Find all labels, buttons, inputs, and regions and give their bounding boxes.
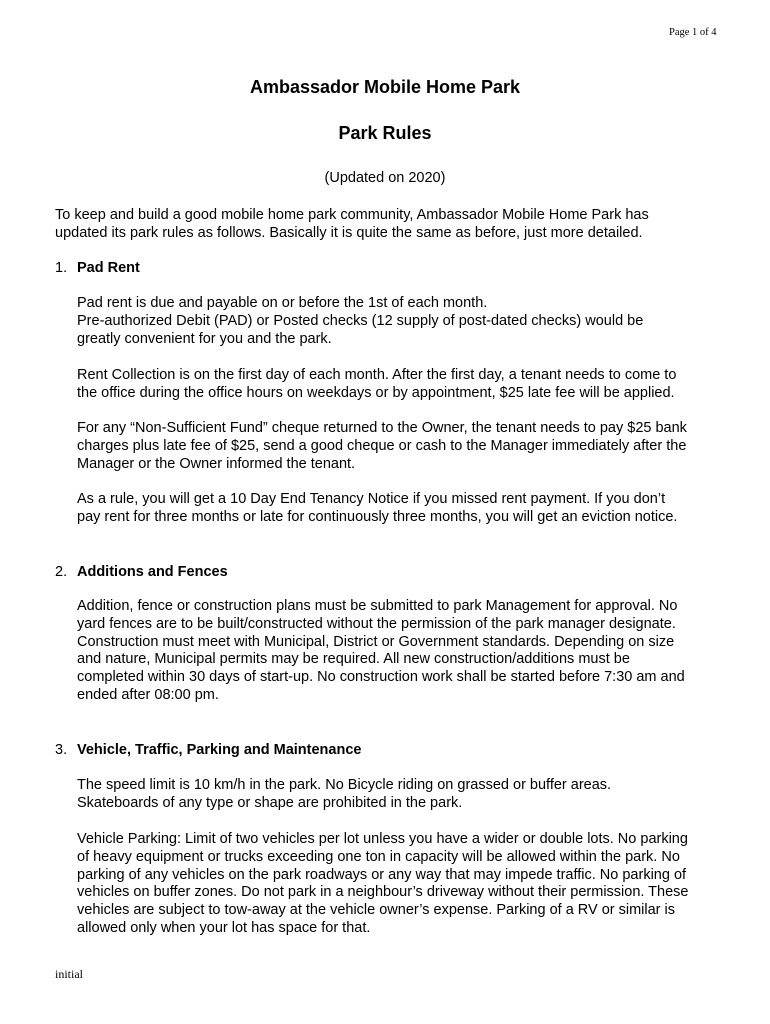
text-line: pay rent for three months or late for continuously three months, you will get an eviction notice. [77, 508, 678, 525]
updated-note: (Updated on 2020) [324, 170, 446, 186]
text-line: For any “Non-Sufficient Fund” cheque returned to the Owner, the tenant needs to pay $25 bank [77, 420, 687, 436]
intro-line: To keep and build a good mobile home park community, Ambassador Mobile Home Park has [55, 207, 649, 223]
section-title: Vehicle, Traffic, Parking and Maintenance [77, 742, 362, 758]
text-line: completed within 30 days of start-up. No construction work shall be started before 7:30 am and [77, 669, 685, 686]
text-line: of heavy equipment or trucks exceeding one ton in capacity will be allowed within the park. No [77, 848, 680, 865]
additions-paragraph [77, 598, 727, 705]
section-number: 3. [55, 742, 68, 758]
text-line: the office during the office hours on weekdays or by appointment, $25 late fee will be applied. [77, 384, 675, 401]
initial-label: initial [55, 967, 83, 981]
text-line: vehicles on buffer zones. Do not park in a neighbour’s driveway without their permission. These [77, 884, 689, 901]
text-line: Addition, fence or construction plans must be submitted to park Management for approval. No [77, 598, 678, 614]
text-line: and nature, Municipal permits may be required. All new construction/additions must be [77, 651, 630, 668]
rent-collection-paragraph [77, 367, 727, 403]
section-heading-additions-fences [55, 564, 228, 580]
text-line: Construction must meet with Municipal, District or Government standards. Depending on size [77, 633, 675, 650]
text-line: Vehicle Parking: Limit of two vehicles per lot unless you have a wider or double lots. No parking [77, 831, 688, 847]
text-line: Skateboards of any type or shape are prohibited in the park. [77, 794, 463, 811]
section-heading-vehicle-traffic [55, 742, 361, 758]
text-line: Pad rent is due and payable on or before the 1st of each month. [77, 295, 488, 311]
text-line: As a rule, you will get a 10 Day End Tenancy Notice if you missed rent payment. If you don’t [77, 491, 666, 507]
section-number: 2. [55, 564, 68, 580]
section-title: Additions and Fences [77, 564, 228, 580]
text-line: greatly convenient for you and the park. [77, 330, 332, 347]
document-subtitle: Park Rules [338, 123, 432, 143]
text-line: The speed limit is 10 km/h in the park. No Bicycle riding on grassed or buffer areas. [77, 777, 612, 793]
text-line: Pre-authorized Debit (PAD) or Posted checks (12 supply of post-dated checks) would be [77, 312, 644, 329]
section-title: Pad Rent [77, 260, 140, 276]
speed-limit-paragraph [77, 777, 727, 813]
text-line: charges plus late fee of $25, send a good cheque or cash to the Manager immediately after the [77, 437, 687, 454]
section-heading-pad-rent [55, 260, 140, 276]
text-line: ended after 08:00 pm. [77, 686, 219, 703]
section-number: 1. [55, 260, 68, 276]
nsf-cheque-paragraph [77, 420, 727, 473]
page-number: Page 1 of 4 [669, 27, 717, 38]
text-line: Rent Collection is on the first day of each month. After the first day, a tenant needs to come to [77, 367, 677, 383]
text-line: Manager or the Owner informed the tenant. [77, 455, 356, 472]
text-line: parking of any vehicles on the park roadways or any way that may impede traffic. No parking of [77, 866, 687, 883]
text-line: yard fences are to be built/constructed without the permission of the park manager designate. [77, 615, 676, 632]
text-line: vehicles are subject to tow-away at the vehicle owner’s expense. Parking of a RV or similar is [77, 902, 676, 919]
eviction-paragraph [77, 491, 727, 527]
intro-paragraph [55, 206, 715, 242]
vehicle-parking-paragraph [77, 831, 727, 938]
pad-rent-paragraph [77, 295, 727, 348]
text-line: allowed only when your lot has space for that. [77, 919, 371, 936]
document-title: Ambassador Mobile Home Park [249, 77, 521, 97]
intro-line: updated its park rules as follows. Basically it is quite the same as before, just more detailed. [55, 225, 643, 241]
